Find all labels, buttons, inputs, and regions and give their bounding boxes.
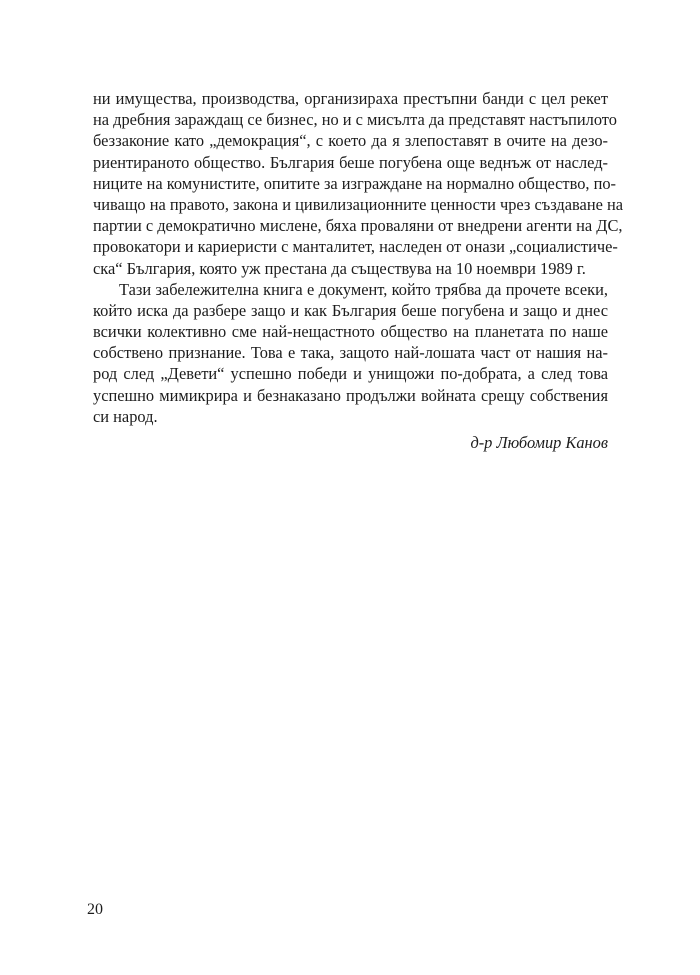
text-line: род след „Девети“ успешно победи и унищожи по-добрата, а след това: [93, 364, 608, 384]
text-line: си народ.: [93, 406, 158, 426]
paragraph-2: [93, 279, 608, 427]
text-line: успешно мимикрира и безнаказано продължи войната срещу собствения: [93, 385, 608, 405]
text-line: ни имущества, производства, организираха престъпни банди с цел рекет: [93, 89, 608, 108]
text-line: собствено признание. Това е така, защото най-лошата част от нашия на-: [93, 343, 608, 363]
text-line: ска“ България, която уж престана да съществува на 10 ноември 1989 г.: [93, 258, 586, 278]
text-line: партии с демократично мислене, бяха проваляни от внедрени агенти на ДС,: [93, 216, 623, 236]
page-number: 20: [87, 901, 103, 918]
text-line: който иска да разбере защо и как България беше погубена и защо и днес: [93, 300, 608, 320]
body-text: [93, 88, 624, 427]
text-line: ниците на комунистите, опитите за изграждане на нормално общество, по-: [93, 173, 617, 193]
text-line: беззаконие като „демокрация“, с което да я злепоставят в очите на дезо-: [93, 131, 608, 151]
paragraph-1: [93, 88, 624, 279]
text-line: на дребния зараждащ се бизнес, но и с мисълта да представят настъпилото: [93, 110, 617, 130]
text-line: провокатори и кариеристи с манталитет, наследен от онази „социалистиче-: [93, 237, 618, 257]
author-signature: д-р Любомир Канов: [470, 433, 608, 452]
text-line: Тази забележителна книга е документ, който трябва да прочете всеки,: [119, 279, 608, 299]
text-line: риентираното общество. България беше погубена още веднъж от наслед-: [93, 152, 608, 172]
text-line: всички колективно сме най-нещастното общество на планетата по наше: [93, 322, 608, 342]
text-line: чиващо на правото, закона и цивилизационните ценности чрез създаване на: [93, 194, 624, 214]
